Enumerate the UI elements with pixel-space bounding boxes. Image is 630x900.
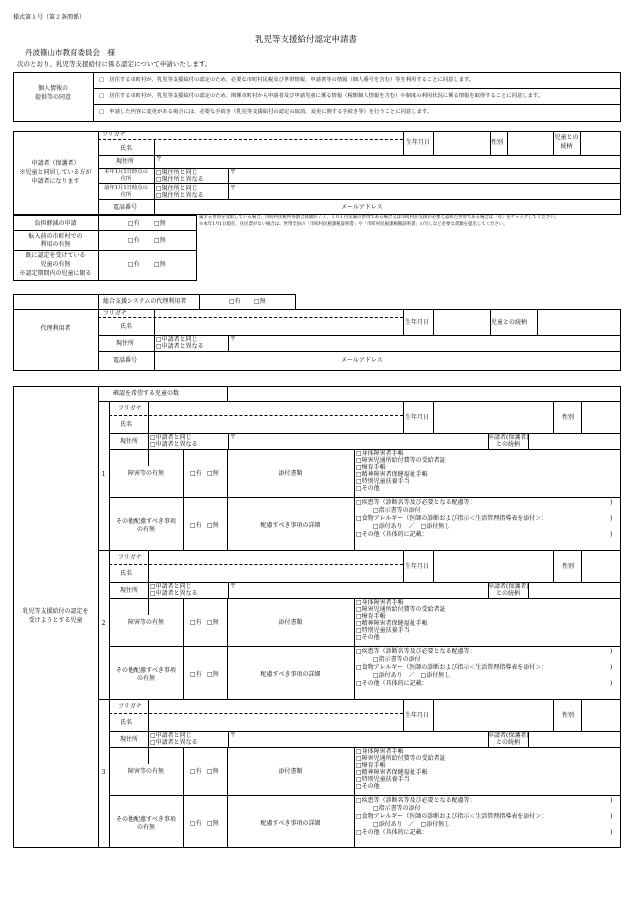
child-block-2 bbox=[0, 550, 630, 699]
special-no-checkbox[interactable]: □無 bbox=[207, 671, 219, 678]
handbook-certificate-checkbox[interactable]: □障害児通所給付費等の受給者証 bbox=[356, 457, 446, 464]
certified-yes-checkbox[interactable]: □有 bbox=[128, 261, 140, 268]
prev-jan1-label: 前年1月1日時点の bbox=[104, 185, 148, 191]
disease-checkbox[interactable]: □疾患等（診断名等及び必要となる配慮等： bbox=[356, 648, 476, 655]
consent-checkbox-1[interactable]: □ 居住する市町村が、乳児等支援給付の認定のため、必要な市町村民税及び世帯情報、申請書等の情報（個人番号を含む）等を利用することに同意します。 bbox=[99, 77, 475, 83]
applicant-note-2: 申請者になります bbox=[31, 178, 80, 185]
allergy-checkbox[interactable]: □食物アレルギー（医師の診断および指示＜生活管理指導表を添付＞： bbox=[356, 664, 548, 671]
agent-no-checkbox[interactable]: □無 bbox=[254, 298, 266, 305]
child-number: 3 bbox=[101, 769, 106, 776]
child-birth-field[interactable] bbox=[434, 402, 552, 432]
disability-no-checkbox[interactable]: □無 bbox=[207, 619, 219, 626]
child-address-label: 現住所 bbox=[120, 736, 139, 743]
allergy-attached-checkbox[interactable]: □添付あり ／ □添付無し bbox=[373, 672, 451, 679]
special-yes-checkbox[interactable]: □有 bbox=[190, 522, 202, 529]
allergy-checkbox[interactable]: □食物アレルギー（医師の診断および指示＜生活管理指導表を添付＞： bbox=[356, 813, 548, 820]
special-label-2: の有無 bbox=[136, 675, 155, 682]
applicant-birth-field[interactable] bbox=[434, 132, 489, 154]
agent-same-checkbox[interactable]: □申請者と同じ bbox=[156, 336, 198, 343]
other-checkbox[interactable]: □その他（具体的に記載： bbox=[356, 680, 428, 687]
child-count-field[interactable] bbox=[205, 387, 226, 400]
guardian-relation-label: 申請者(保護者) bbox=[488, 434, 529, 441]
other-checkbox[interactable]: □その他（具体的に記載： bbox=[356, 531, 428, 538]
handbook-physical-checkbox[interactable]: □身体障害者手帳 bbox=[356, 748, 404, 755]
child-number: 2 bbox=[101, 620, 106, 627]
guidance-checkbox[interactable]: □指示書等の添付 bbox=[373, 805, 421, 812]
consent-checkbox-3[interactable]: □ 申請した内容に変更がある場合には、必要な手続き（乳児等支援給付の認定の取消、変更に関する手続き等）を行うことに同意します。 bbox=[99, 109, 432, 115]
handbook-ryoiku-checkbox[interactable]: □療育手帳 bbox=[356, 613, 386, 620]
disability-yes-checkbox[interactable]: □有 bbox=[190, 619, 202, 626]
jan1-label: 本年1月1日時点の bbox=[104, 169, 148, 175]
child-furigana-label: フリガナ bbox=[118, 405, 142, 412]
children-label-2: 受けようとする児童 bbox=[28, 617, 83, 624]
email-label: メールアドレス bbox=[341, 204, 383, 211]
agent-birth-label: 生年月日 bbox=[405, 319, 430, 326]
applicant-phone-field[interactable] bbox=[155, 200, 335, 214]
child-birth-field[interactable] bbox=[434, 700, 552, 730]
guardian-relation-label: 申請者(保護者) bbox=[488, 583, 529, 590]
child-name-label: 氏名 bbox=[120, 570, 133, 577]
disease-checkbox[interactable]: □疾患等（診断名等及び必要となる配慮等： bbox=[356, 797, 476, 804]
transfer-yes-checkbox[interactable]: □有 bbox=[128, 237, 140, 244]
child-block-3 bbox=[0, 699, 630, 848]
disability-label: 障害等の有無 bbox=[127, 619, 164, 626]
disability-label: 障害等の有無 bbox=[127, 470, 164, 477]
paren-close: ) bbox=[610, 680, 613, 687]
page-title: 乳児等支援給付認定申請書 bbox=[255, 35, 358, 45]
phone-label: 電話番号 bbox=[113, 204, 138, 211]
furigana-label: フリガナ bbox=[102, 131, 126, 138]
handbook-ryoiku-checkbox[interactable]: □療育手帳 bbox=[356, 464, 386, 471]
details-label: 配慮すべき事項の詳細 bbox=[260, 522, 321, 529]
agent-system-label: 総合支援システムの代理利用者 bbox=[103, 298, 187, 305]
agent-email-label: メールアドレス bbox=[341, 357, 383, 364]
details-label: 配慮すべき事項の詳細 bbox=[260, 671, 321, 678]
jan1-label-2: 住所 bbox=[120, 176, 132, 182]
child-count-label: 確認を希望する児童の数 bbox=[113, 390, 180, 397]
paren-close: ) bbox=[610, 813, 613, 820]
special-yes-checkbox[interactable]: □有 bbox=[190, 820, 202, 827]
applicant-email-field[interactable] bbox=[390, 200, 620, 214]
paren-close: ) bbox=[610, 797, 613, 804]
intro-text: 次のとおり、乳児等支援給付に係る認定について申請いたします。 bbox=[17, 60, 212, 68]
handbook-label: 添付書類 bbox=[278, 768, 303, 775]
relation-label: 児童との bbox=[554, 134, 579, 141]
postal-mark: 〒 bbox=[230, 434, 237, 441]
special-yes-checkbox[interactable]: □有 bbox=[190, 671, 202, 678]
burden-label: 負担軽減の申請 bbox=[34, 220, 77, 227]
handbook-other-checkbox[interactable]: □その他 bbox=[356, 485, 380, 492]
agent-relation-label: 児童との続柄 bbox=[491, 319, 528, 326]
child-name-field[interactable] bbox=[149, 714, 402, 730]
child-birth-label: 生年月日 bbox=[405, 563, 430, 570]
paren-close: ) bbox=[610, 515, 613, 522]
burden-note-2: ※本年1月1日現在、住民票がない場合は、世帯全員の「市町村民税課税証明書」や「市町村民税課税額証明書」の写しなど必要な書類を提出してください。 bbox=[199, 222, 508, 227]
child-name-label: 氏名 bbox=[120, 421, 133, 428]
certified-label-2: 児童の有無 bbox=[40, 261, 71, 268]
postal-mark: 〒 bbox=[230, 336, 237, 343]
transfer-label-2: 利用の有無 bbox=[40, 241, 71, 248]
other-checkbox[interactable]: □その他（具体的に記載： bbox=[356, 829, 428, 836]
details-label: 配慮すべき事項の詳細 bbox=[260, 820, 321, 827]
transfer-label: 転入前の市町村での bbox=[28, 233, 83, 240]
name-label: 氏名 bbox=[120, 145, 133, 152]
form-number: 様式第１号（第２条関係） bbox=[13, 14, 86, 21]
child-birth-label: 生年月日 bbox=[405, 414, 430, 421]
jan1-same-checkbox[interactable]: □現住所と同じ bbox=[156, 169, 198, 176]
children-label: 乳児等支援給付の認定を bbox=[22, 608, 89, 615]
paren-close: ) bbox=[610, 829, 613, 836]
handbook-certificate-checkbox[interactable]: □障害児通所給付費等の受給者証 bbox=[356, 755, 446, 762]
child-name-field[interactable] bbox=[149, 416, 402, 432]
child-diff-checkbox[interactable]: □申請者と異なる bbox=[150, 739, 198, 746]
guidance-checkbox[interactable]: □指示書等の添付 bbox=[373, 507, 421, 514]
handbook-allowance-checkbox[interactable]: □特別児童扶養手当 bbox=[356, 478, 410, 485]
handbook-ryoiku-checkbox[interactable]: □療育手帳 bbox=[356, 762, 386, 769]
child-furigana-label: フリガナ bbox=[118, 703, 142, 710]
handbook-certificate-checkbox[interactable]: □障害児通所給付費等の受給者証 bbox=[356, 606, 446, 613]
consent-label: 個人情報の bbox=[37, 85, 68, 92]
agent-name-field[interactable] bbox=[155, 318, 402, 334]
prev-jan1-label-2: 住所 bbox=[120, 192, 132, 198]
special-no-checkbox[interactable]: □無 bbox=[207, 820, 219, 827]
child-gender-label: 性別 bbox=[562, 712, 575, 719]
handbook-physical-checkbox[interactable]: □身体障害者手帳 bbox=[356, 599, 404, 606]
consent-checkbox-2[interactable]: □ 居住する市町村が、乳児等支援給付の認定のため、関係市町村から申請者及び申請児童に係る情報（税額個人情報を含む）や制度の利用状況に係る情報を取得することに同意します。 bbox=[99, 93, 544, 99]
special-label: その他配慮すべき事項 bbox=[116, 667, 176, 674]
agent-birth-field[interactable] bbox=[434, 310, 489, 334]
agent-address-label: 現住所 bbox=[116, 340, 135, 347]
address-label: 現住所 bbox=[116, 158, 135, 165]
agent-phone-label: 電話番号 bbox=[113, 357, 138, 364]
burden-note: 属する世帯を受給している場合、市町村民税所得割合算額が７７，１０１円未満の世帯である場合又は市町村が支援が必要と認めた世帯である場合は「有」をチェックしてください。 bbox=[199, 215, 559, 220]
agent-phone-field[interactable] bbox=[155, 352, 335, 370]
child-same-checkbox[interactable]: □申請者と同じ bbox=[150, 732, 192, 739]
postal-mark: 〒 bbox=[156, 156, 163, 163]
child-diff-checkbox[interactable]: □申請者と異なる bbox=[150, 441, 198, 448]
certified-label: 既に認定を受けている bbox=[25, 252, 86, 259]
allergy-attached-checkbox[interactable]: □添付あり ／ □添付無し bbox=[373, 821, 451, 828]
handbook-allowance-checkbox[interactable]: □特別児童扶養手当 bbox=[356, 776, 410, 783]
addressee: 丹波篠山市教育委員会 様 bbox=[25, 48, 115, 57]
child-diff-checkbox[interactable]: □申請者と異なる bbox=[150, 590, 198, 597]
postal-mark: 〒 bbox=[230, 732, 237, 739]
agent-label: 代理利用者 bbox=[40, 325, 71, 332]
child-gender-label: 性別 bbox=[562, 414, 575, 421]
guardian-relation-label-2: との続柄 bbox=[495, 739, 520, 746]
disability-no-checkbox[interactable]: □無 bbox=[207, 768, 219, 775]
burden-yes-checkbox[interactable]: □有 bbox=[128, 220, 140, 227]
disability-no-checkbox[interactable]: □無 bbox=[207, 470, 219, 477]
child-number: 1 bbox=[101, 471, 106, 478]
burden-no-checkbox[interactable]: □無 bbox=[154, 220, 166, 227]
certified-no-checkbox[interactable]: □無 bbox=[154, 261, 166, 268]
consent-label-2: 提供等の同意 bbox=[34, 94, 71, 101]
applicant-label: 申請者（保護者） bbox=[31, 160, 80, 167]
prev-jan1-same-checkbox[interactable]: □現住所と同じ bbox=[156, 185, 198, 192]
birth-label: 生年月日 bbox=[406, 139, 431, 146]
special-label: その他配慮すべき事項 bbox=[116, 518, 176, 525]
child-birth-label: 生年月日 bbox=[405, 712, 430, 719]
child-furigana-label: フリガナ bbox=[118, 554, 142, 561]
handbook-allowance-checkbox[interactable]: □特別児童扶養手当 bbox=[356, 627, 410, 634]
disability-yes-checkbox[interactable]: □有 bbox=[190, 768, 202, 775]
transfer-no-checkbox[interactable]: □無 bbox=[154, 237, 166, 244]
child-birth-field[interactable] bbox=[434, 551, 552, 581]
child-address-label: 現住所 bbox=[120, 438, 139, 445]
child-same-checkbox[interactable]: □申請者と同じ bbox=[150, 434, 192, 441]
handbook-other-checkbox[interactable]: □その他 bbox=[356, 783, 380, 790]
agent-email-field[interactable] bbox=[390, 352, 620, 370]
agent-diff-checkbox[interactable]: □申請者と異なる bbox=[156, 343, 204, 350]
handbook-label: 添付書類 bbox=[278, 619, 303, 626]
guidance-checkbox[interactable]: □指示書等の添付 bbox=[373, 656, 421, 663]
handbook-other-checkbox[interactable]: □その他 bbox=[356, 634, 380, 641]
handbook-mental-checkbox[interactable]: □精神障害者保健福祉手帳 bbox=[356, 620, 428, 627]
handbook-physical-checkbox[interactable]: □身体障害者手帳 bbox=[356, 450, 404, 457]
applicant-note: ※児童と同居している方が bbox=[19, 169, 92, 176]
paren-close: ) bbox=[610, 664, 613, 671]
postal-mark: 〒 bbox=[230, 185, 237, 192]
special-no-checkbox[interactable]: □無 bbox=[207, 522, 219, 529]
guardian-relation-label-2: との続柄 bbox=[495, 441, 520, 448]
relation-label-2: 続柄 bbox=[560, 143, 573, 150]
certified-note: ※認定期間内の児童に限る bbox=[19, 270, 92, 277]
special-label-2: の有無 bbox=[136, 824, 155, 831]
handbook-label: 添付書類 bbox=[278, 470, 303, 477]
applicant-name-field[interactable] bbox=[155, 140, 402, 154]
postal-mark: 〒 bbox=[230, 169, 237, 176]
guardian-relation-label: 申請者(保護者) bbox=[488, 732, 529, 739]
jan1-diff-checkbox[interactable]: □現住所と異なる bbox=[156, 176, 204, 183]
handbook-mental-checkbox[interactable]: □精神障害者保健福祉手帳 bbox=[356, 769, 428, 776]
gender-label: 性別 bbox=[491, 139, 504, 146]
child-address-label: 現住所 bbox=[120, 587, 139, 594]
child-gender-label: 性別 bbox=[562, 563, 575, 570]
paren-close: ) bbox=[610, 648, 613, 655]
paren-close: ) bbox=[610, 499, 613, 506]
allergy-attached-checkbox[interactable]: □添付あり ／ □添付無し bbox=[373, 523, 451, 530]
allergy-checkbox[interactable]: □食物アレルギー（医師の診断および指示＜生活管理指導表を添付＞： bbox=[356, 515, 548, 522]
child-name-label: 氏名 bbox=[120, 719, 133, 726]
special-label: その他配慮すべき事項 bbox=[116, 816, 176, 823]
prev-jan1-diff-checkbox[interactable]: □現住所と異なる bbox=[156, 192, 204, 199]
handbook-mental-checkbox[interactable]: □精神障害者保健福祉手帳 bbox=[356, 471, 428, 478]
special-label-2: の有無 bbox=[136, 526, 155, 533]
disability-label: 障害等の有無 bbox=[127, 768, 164, 775]
child-name-field[interactable] bbox=[149, 565, 402, 581]
guardian-relation-label-2: との続柄 bbox=[495, 590, 520, 597]
child-same-checkbox[interactable]: □申請者と同じ bbox=[150, 583, 192, 590]
paren-close: ) bbox=[610, 531, 613, 538]
disease-checkbox[interactable]: □疾患等（診断名等及び必要となる配慮等： bbox=[356, 499, 476, 506]
agent-furigana-label: フリガナ bbox=[103, 310, 127, 317]
agent-yes-checkbox[interactable]: □有 bbox=[229, 298, 241, 305]
agent-name-label: 氏名 bbox=[120, 323, 133, 330]
applicant-address-field[interactable] bbox=[164, 156, 620, 167]
postal-mark: 〒 bbox=[230, 583, 237, 590]
child-block-1 bbox=[0, 401, 630, 550]
disability-yes-checkbox[interactable]: □有 bbox=[190, 470, 202, 477]
